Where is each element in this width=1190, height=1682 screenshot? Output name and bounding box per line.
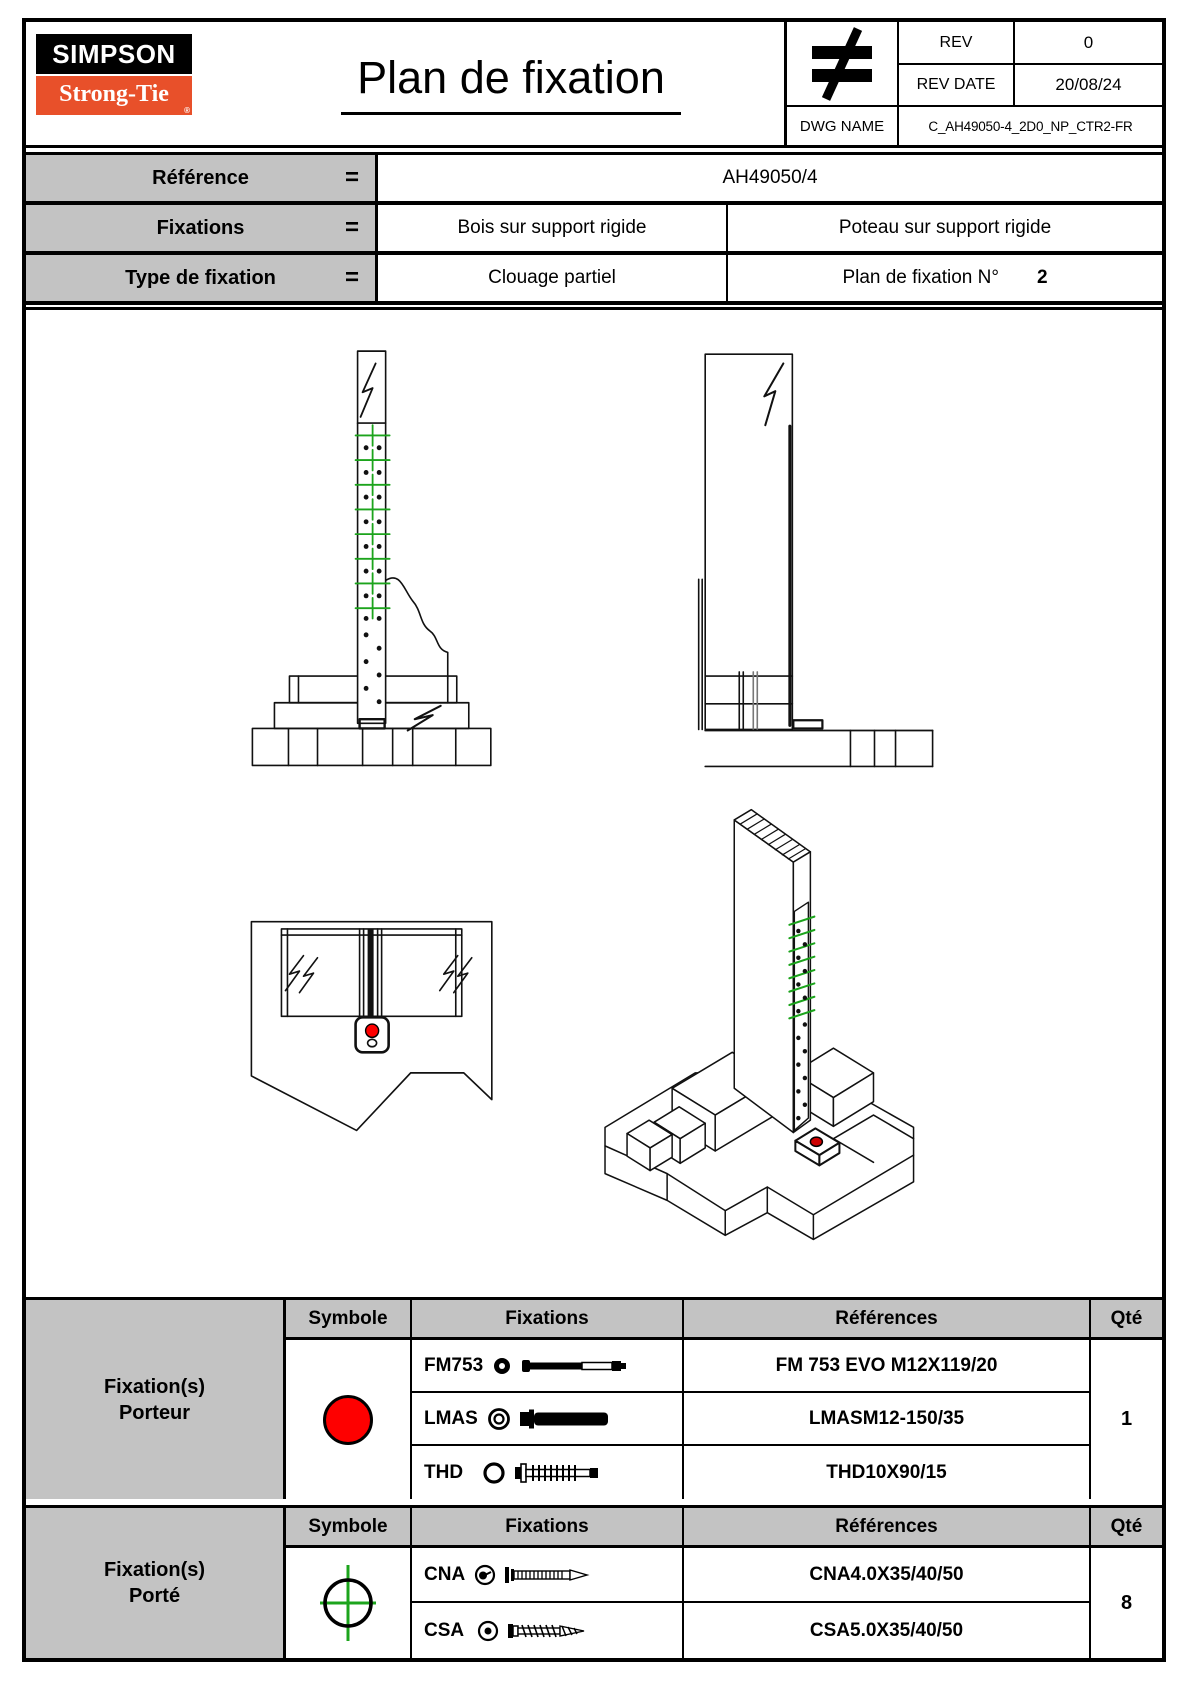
brand-logo: [26, 22, 238, 145]
fixation-reference: CNA4.0X35/40/50: [684, 1548, 1091, 1603]
fixation-row: [412, 1340, 684, 1393]
header-symbole: Symbole: [286, 1300, 412, 1340]
qty-value-porteur: 1: [1091, 1340, 1162, 1499]
plan-number-label: Plan de fixation N°: [842, 267, 999, 288]
type-fixation-value: Clouage partiel: [378, 255, 728, 301]
reference-value: AH49050/4: [722, 167, 818, 188]
header-references: Références: [684, 1508, 1091, 1548]
lmas-screw-anchor-icon: [520, 1406, 616, 1432]
reference-table: [26, 152, 1162, 305]
header-fixations: Fixations: [412, 1300, 684, 1340]
group-line2: Porté: [128, 1585, 181, 1607]
side-view-drawing: [699, 354, 933, 766]
header-qty: Qté: [1091, 1300, 1162, 1340]
rev-label: REV: [899, 22, 1015, 65]
fixation-table-porteur: [26, 1297, 1162, 1499]
fixations-label: Fixations: [156, 216, 245, 239]
header-qty: Qté: [1091, 1508, 1162, 1548]
fixation-name: THD: [424, 1461, 464, 1483]
thd-washer-icon: [482, 1461, 506, 1485]
fixations-value-left: Bois sur support rigide: [378, 205, 728, 251]
qty-value-porte: 8: [1091, 1548, 1162, 1658]
equals-sign: =: [344, 214, 359, 241]
csa-screw-icon: [508, 1618, 608, 1644]
cna-symbol-icon: [474, 1564, 496, 1586]
fixation-name: LMAS: [424, 1407, 478, 1429]
technical-drawing: [26, 310, 1162, 1297]
front-view-drawing: [252, 351, 490, 765]
porteur-fixation-mark-iso: [810, 1137, 822, 1146]
rev-date-label: REV DATE: [899, 65, 1015, 107]
isometric-view-drawing: [605, 810, 914, 1240]
reference-label: Référence: [152, 166, 249, 189]
symbol-cell-porteur: [286, 1340, 412, 1499]
group-line1: Fixation(s): [103, 1559, 206, 1581]
not-equal-projection-icon: [787, 22, 899, 107]
header-symbole: Symbole: [286, 1508, 412, 1548]
fixation-row: [412, 1548, 684, 1603]
drawing-views: [26, 307, 1162, 1297]
plan-view-drawing: [251, 922, 491, 1131]
equals-sign: =: [344, 264, 359, 291]
porteur-fixation-mark: [366, 1024, 379, 1037]
drawing-sheet: [22, 18, 1166, 1662]
revision-block: [784, 22, 1162, 145]
logo-strongtie-text: Strong-Tie: [59, 81, 169, 107]
fixation-name: FM753: [424, 1354, 484, 1376]
group-line1: Fixation(s): [103, 1375, 206, 1398]
header-fixations: Fixations: [412, 1508, 684, 1548]
logo-simpson: SIMPSON: [36, 34, 192, 74]
red-circle-symbol-icon: [323, 1395, 373, 1445]
csa-symbol-icon: [477, 1620, 499, 1642]
rev-value: 0: [1015, 22, 1162, 65]
fm753-anchor-bolt-icon: [521, 1355, 633, 1377]
logo-strongtie: [36, 76, 192, 115]
group-line2: Porteur: [118, 1401, 191, 1424]
fixation-reference: LMASM12-150/35: [684, 1393, 1091, 1446]
lmas-washer-icon: [487, 1407, 511, 1431]
group-label-porteur: [26, 1300, 286, 1499]
fixation-row: [412, 1446, 684, 1499]
rev-date-value: 20/08/24: [1015, 65, 1162, 107]
fixation-name: CSA: [424, 1619, 465, 1641]
fixation-reference: THD10X90/15: [684, 1446, 1091, 1499]
thd-threaded-rod-icon: [515, 1460, 615, 1486]
type-fixation-label: Type de fixation: [125, 266, 276, 289]
group-label-porte: [26, 1508, 286, 1658]
row-fixations: [26, 205, 1162, 255]
fm753-washer-icon: [492, 1356, 512, 1376]
equals-sign: =: [344, 164, 359, 191]
fixation-reference: CSA5.0X35/40/50: [684, 1603, 1091, 1658]
title-block: [26, 22, 1162, 148]
green-crosshair-symbol-icon: [316, 1561, 380, 1645]
dwg-name-value: C_AH49050-4_2D0_NP_CTR2-FR: [928, 118, 1133, 134]
symbol-cell-porte: [286, 1548, 412, 1658]
row-reference: [26, 155, 1162, 205]
header-references: Références: [684, 1300, 1091, 1340]
registered-mark: ®: [184, 106, 190, 115]
fixation-row: [412, 1393, 684, 1446]
cna-anchor-nail-icon: [505, 1562, 603, 1588]
fixation-name: CNA: [424, 1563, 466, 1585]
fixations-value-right: Poteau sur support rigide: [838, 217, 1052, 238]
plan-number-value: 2: [1036, 267, 1048, 288]
fixation-table-porte: [26, 1505, 1162, 1658]
row-type-fixation: [26, 255, 1162, 305]
dwg-name-label: DWG NAME: [787, 107, 899, 145]
page-title: Plan de fixation: [341, 52, 681, 115]
fixation-reference: FM 753 EVO M12X119/20: [684, 1340, 1091, 1393]
fixation-row: [412, 1603, 684, 1658]
